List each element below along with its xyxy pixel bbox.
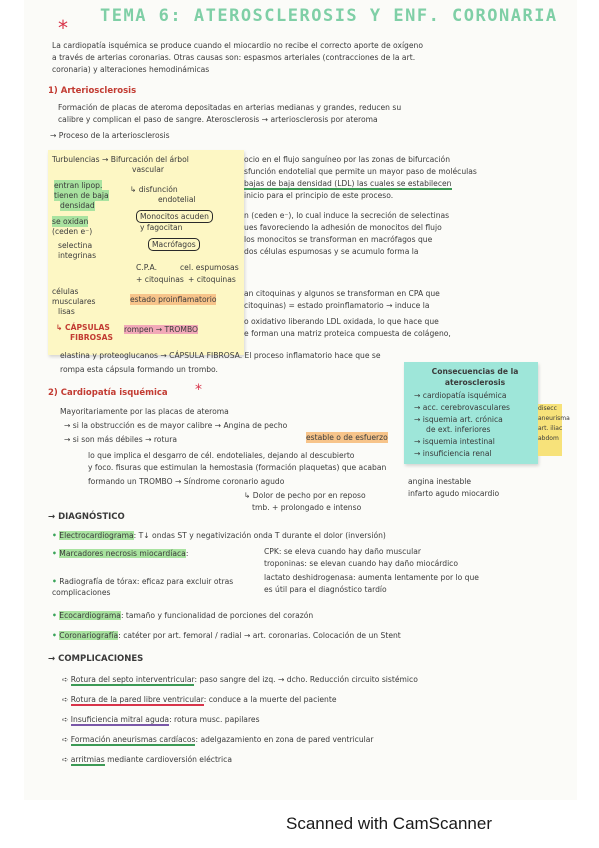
sticky-line: ↳ disfunción (130, 185, 178, 194)
sticky-line: Macrófagos (148, 238, 200, 251)
star-icon: * (195, 382, 202, 398)
side-note-line: aneurisma (538, 415, 570, 422)
consequence-item: de ext. inferiores (426, 425, 491, 434)
sticky-line: estado proinflamatorio (130, 295, 217, 304)
arrow-icon: ➪ (62, 695, 71, 704)
bullet-icon: • (52, 577, 57, 586)
body-line: o oxidativo liberando LDL oxidada, lo que hace que (244, 317, 439, 326)
sticky-line: tienen de baja (54, 191, 109, 200)
consequence-item: → acc. cerebrovasculares (414, 403, 510, 412)
arrow-icon: ➪ (62, 715, 71, 724)
body-line: n (ceden e⁻), lo cual induce la secreción de selectinas (244, 211, 450, 220)
sticky-line: se oxidan (52, 217, 89, 226)
body-line: dos células espumosas y se acumulo forma la (244, 247, 419, 256)
s1-line-1: Formación de placas de ateroma depositadas en arterias medianas y grandes, reducen su (58, 103, 402, 112)
sticky-line: selectina (58, 241, 93, 250)
bullet-icon: • (52, 631, 57, 640)
s2-line: y foco. fisuras que estimulan la hemostasia (formación plaquetas) que acaban (88, 463, 387, 472)
consequences-note (404, 362, 538, 464)
arrow-icon: ➪ (62, 735, 71, 744)
body-line: inicio para el principio de este proceso. (244, 191, 394, 200)
s2-line: angina inestable (408, 477, 472, 486)
marker-line: CPK: se eleva cuando hay daño muscular (264, 547, 421, 556)
s2-line: → si son más débiles → rotura (64, 435, 178, 444)
sticky-line: Turbulencias → Bifurcación del árbol (52, 155, 189, 164)
sticky-line: lisas (58, 307, 75, 316)
side-note-line: abdom (538, 435, 559, 442)
section-heading-cardiopatia: 2) Cardiopatía isquémica (48, 388, 168, 398)
sticky-line: entran lipop. (54, 181, 103, 190)
consequence-item: → isquemia intestinal (414, 437, 495, 446)
section-heading-diagnostico: → DIAGNÓSTICO (48, 512, 125, 522)
sticky-line: (ceden e⁻) (52, 227, 93, 236)
s2-line: ↳ Dolor de pecho por en reposo (244, 491, 366, 500)
body-line: rompa esta cápsula formando un trombo. (60, 365, 218, 374)
consequence-item: → isquemia art. crónica (414, 415, 503, 424)
sticky-line: ↳ CÁPSULAS (56, 323, 110, 332)
sticky-line: rompen → TROMBO (124, 325, 198, 334)
diag-item-coronariography: • Coronariografía: catéter por art. femoral / radial → art. coronarias. Colocación de un Stent (52, 631, 401, 640)
sticky-line: FIBROSAS (70, 333, 113, 342)
side-note-line: art. iliac (538, 425, 563, 432)
comp-item: ➪ arritmias mediante cardioversión eléctrica (62, 755, 232, 764)
s2-line: infarto agudo miocardio (408, 489, 500, 498)
s1-process-label: → Proceso de la arteriosclerosis (50, 131, 170, 140)
star-icon: * (58, 16, 68, 40)
diag-item-markers: • Marcadores necrosis miocardíaca: (52, 549, 189, 558)
sticky-line: musculares (52, 297, 96, 306)
body-line: elastina y proteoglucanos → CÁPSULA FIBROSA. El proceso inflamatorio hace que se (60, 351, 381, 360)
sticky-line: cel. espumosas (180, 263, 239, 272)
page-title: TEMA 6: ATEROSCLEROSIS Y ENF. CORONARIA (100, 6, 558, 26)
intro-line-3: coronaria) y alteraciones hemodinámicas (52, 65, 210, 74)
diag-item-echo: • Ecocardiograma: tamaño y funcionalidad de porciones del corazón (52, 611, 314, 620)
marker-line: lactato deshidrogenasa: aumenta lentamente por lo que (264, 573, 479, 582)
s2-line: lo que implica el desgarro de cél. endoteliales, dejando al descubierto (88, 451, 355, 460)
diag-item-ecg: • Electrocardiograma: T↓ ondas ST y negativización onda T durante el dolor (inversión) (52, 531, 386, 540)
comp-item: ➪ Insuficiencia mitral aguda: rotura musc. papilares (62, 715, 260, 724)
s2-line: → si la obstrucción es de mayor calibre → Angina de pecho (64, 421, 288, 430)
body-line: los monocitos se transforman en macrófagos que (244, 235, 433, 244)
consequence-item: → insuficiencia renal (414, 449, 492, 458)
intro-line-1: La cardiopatía isquémica se produce cuando el miocardio no recibe el correcto aporte de oxígeno (52, 41, 423, 50)
sticky-line: + citoquinas (188, 275, 236, 284)
s2-line: tmb. + prolongado e intenso (252, 503, 362, 512)
side-note (538, 404, 570, 456)
section-heading-arteriosclerosis: 1) Arteriosclerosis (48, 86, 137, 96)
body-line: citoquinas) = estado proinflamatorio → induce la (244, 301, 430, 310)
s2-line: estable o de esfuerzo (306, 433, 388, 442)
marker-line: troponinas: se elevan cuando hay daño miocárdico (264, 559, 459, 568)
comp-item: ➪ Rotura del septo interventricular: paso sangre del izq. → dcho. Reducción circuito sistémico (62, 675, 418, 684)
s1-line-2: calibre y complican el paso de sangre. Aterosclerosis → arteriosclerosis por ateroma (58, 115, 378, 124)
body-line: ocio en el flujo sanguíneo por las zonas de bifurcación (244, 155, 451, 164)
diag-item-xray: • Radiografía de tórax: eficaz para excluir otras complicaciones (52, 577, 234, 597)
sticky-line: y fagocitan (140, 223, 183, 232)
body-line: an citoquinas y algunos se transforman en CPA que (244, 289, 440, 298)
comp-item: ➪ Formación aneurismas cardíacos: adelgazamiento en zona de pared ventricular (62, 735, 374, 744)
sticky-line: células (52, 287, 79, 296)
sticky-line: C.P.A. (136, 263, 158, 272)
bullet-icon: • (52, 549, 57, 558)
s2-line: formando un TROMBO → Síndrome coronario agudo (88, 477, 285, 486)
consequences-title: Consecuencias de la aterosclerosis (431, 367, 519, 387)
s2-line: Mayoritariamente por las placas de ateroma (60, 407, 229, 416)
body-line: bajas de baja densidad (LDL) las cuales se estabilecen (244, 179, 452, 188)
sticky-line: Monocitos acuden (136, 210, 213, 223)
sticky-line: + citoquinas (136, 275, 184, 284)
comp-item: ➪ Rotura de la pared libre ventricular: conduce a la muerte del paciente (62, 695, 337, 704)
arrow-icon: ➪ (62, 755, 71, 764)
body-line: e forman una matriz proteica compuesta de colágeno, (244, 329, 451, 338)
body-line: sfunción endotelial que permite un mayor paso de moléculas (244, 167, 477, 176)
bullet-icon: • (52, 531, 57, 540)
marker-line: es útil para el diagnóstico tardío (264, 585, 387, 594)
sticky-line: endotelial (158, 195, 196, 204)
side-note-line: disecc (538, 405, 557, 412)
arrow-icon: ➪ (62, 675, 71, 684)
section-heading-complicaciones: → COMPLICACIONES (48, 654, 144, 664)
intro-line-2: a través de arterias coronarias. Otras causas son: espasmos arteriales (contracciones de la art. (52, 53, 416, 62)
bullet-icon: • (52, 611, 57, 620)
body-line: ues favoreciendo la adhesión de monocitos del flujo (244, 223, 442, 232)
camscanner-watermark: Scanned with CamScanner (286, 814, 493, 833)
sticky-line: vascular (132, 165, 164, 174)
consequence-item: → cardiopatía isquémica (414, 391, 507, 400)
sticky-note (48, 150, 244, 355)
sticky-line: densidad (60, 201, 95, 210)
sticky-line: integrinas (58, 251, 97, 260)
